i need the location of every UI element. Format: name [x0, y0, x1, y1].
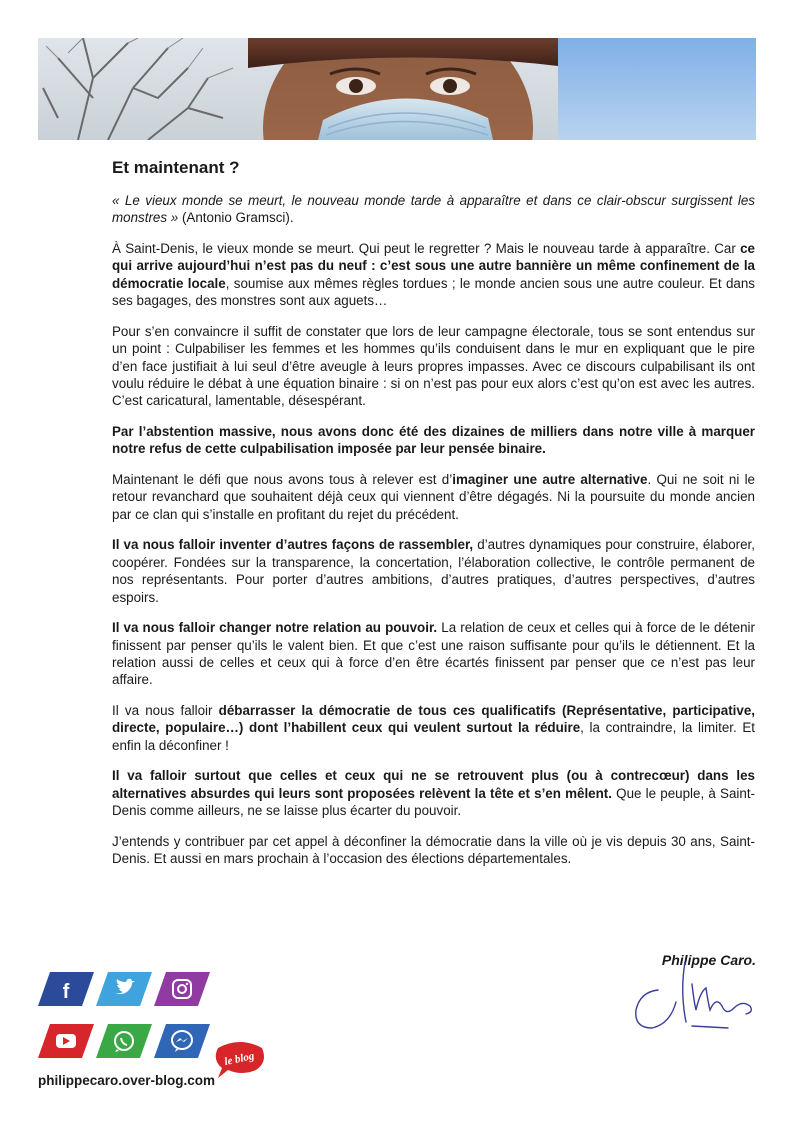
- text-run: , soumise aux mêmes règles tordues ; le monde ancien sous une autre couleur. Et dans ses bagages, des monstres sont aux aguets…: [112, 275, 755, 309]
- whatsapp-icon[interactable]: [96, 1024, 152, 1058]
- youtube-icon[interactable]: [38, 1024, 94, 1058]
- text-run: À Saint-Denis, le vieux monde se meurt. Qui peut le regretter ? Mais le nouveau tarde à apparaître. Car: [112, 241, 741, 256]
- paragraph-quote: [112, 192, 755, 227]
- text-run: Maintenant le défi que nous avons tous à relever est d’: [112, 472, 453, 488]
- twitter-icon[interactable]: [96, 972, 152, 1006]
- text-run: . Qui ne soit ni le retour revanchard que souhaitent déjà ceux qui viennent d’être dégagés. Ni la poursuite du monde ancien par ce clan qui s’installe en profitant du rejet du précédent.: [112, 472, 755, 522]
- text-run: d’autres dynamiques pour construire, élaborer, coopérer. Fondées sur la transparence, la concertation, l’élaboration collective, le contrôle permanent de nos représentants. Pour porter d’autres ambitions, d’autres pratiques, d’autres perspectives, d’autres espoirs.: [112, 537, 755, 605]
- text-run: (Antonio Gramsci).: [178, 210, 294, 226]
- text-run: La relation de ceux et celles qui à force de le détenir finissent par penser qu’ils le valent bien. Et que c’est une raison suffisante pour qu’ils le détiennent. Et la relation aussi de celles et ceux qui à force d’en être écartés finissent par penser que ce n’est pas leur affaire.: [112, 620, 755, 688]
- text-run: Il va nous falloir inventer d’autres façons de rassembler,: [112, 537, 474, 553]
- text-run: Que le peuple, à Saint-Denis comme ailleurs, ne se laisse plus écarter du pouvoir.: [112, 785, 755, 819]
- text-run: Il va falloir surtout que celles et ceux qui ne se retrouvent plus (ou à contrecœur) dans les alternatives absurdes qui leurs sont proposées relèvent la tête et s’en mêlent.: [112, 768, 755, 801]
- text-run: J’entends y contribuer par cet appel à déconfiner la démocratie dans la ville où je vis depuis 30 ans, Saint-Denis. Et aussi en mars prochain à l’occasion des élections départementales.: [112, 833, 755, 867]
- paragraph-9: [112, 767, 755, 819]
- messenger-icon[interactable]: [154, 1024, 210, 1058]
- paragraph-5: [112, 471, 755, 523]
- article-title: Et maintenant ?: [112, 158, 240, 177]
- paragraph-6: [112, 536, 755, 606]
- header-photo: [38, 38, 756, 140]
- handwritten-signature: [630, 962, 760, 1042]
- text-run: Il va nous falloir: [112, 703, 219, 719]
- facebook-icon[interactable]: [38, 972, 94, 1006]
- blog-badge[interactable]: [212, 1040, 268, 1085]
- text-run: « Le vieux monde se meurt, le nouveau monde tarde à apparaître et dans ce clair-obscur surgissent les monstres »: [112, 193, 755, 226]
- masked-face-photo: [38, 38, 756, 140]
- article: [112, 158, 755, 881]
- svg-text:f: f: [62, 981, 70, 1003]
- paragraph-3: [112, 323, 755, 410]
- text-run: ce qui arrive aujourd’hui n’est pas du neuf : c’est sous une autre bannière un même confinement de la démocratie locale: [112, 241, 755, 291]
- paragraph-7: [112, 619, 755, 689]
- paragraph-2: [112, 240, 755, 310]
- blog-badge-label: le blog: [223, 1050, 256, 1069]
- blog-url-link[interactable]: philippecaro.over-blog.com: [38, 1073, 216, 1088]
- text-run: Il va nous falloir changer notre relation au pouvoir.: [112, 620, 438, 636]
- text-run: , la contraindre, la limiter. Et enfin la déconfiner !: [112, 720, 755, 753]
- text-run: débarrasser la démocratie de tous ces qualificatifs (Représentative, participative, directe, populaire…) dont l’habillent ceux qui veulent surtout la réduire: [112, 703, 755, 736]
- signature-name: Philippe Caro.: [661, 952, 756, 968]
- instagram-icon[interactable]: [154, 972, 210, 1006]
- paragraph-4: [112, 423, 755, 458]
- text-run: Pour s’en convaincre il suffit de constater que lors de leur campagne électorale, tous se sont entendus sur un point : Culpabiliser les femmes et les hommes qu’ils conduisent dans le mur en expliquant que le pire d’en face justifiait à lui seul d’être aveugle à leurs propres impasses. Avec ce discours culpabilisant ils ont voulu réduire le débat à une équation binaire : si on n’est pas pour eux alors c’est qu’on est avec les autres. C’est caricatural, lamentable, désespérant.: [112, 323, 755, 409]
- paragraph-8: [112, 702, 755, 754]
- text-run: imaginer une autre alternative: [452, 472, 648, 488]
- social-links: [38, 972, 228, 1062]
- paragraph-10: [112, 833, 755, 868]
- text-run: Par l’abstention massive, nous avons donc été des dizaines de milliers dans notre ville à marquer notre refus de cette culpabilisation imposée par leur pensée binaire.: [112, 424, 755, 457]
